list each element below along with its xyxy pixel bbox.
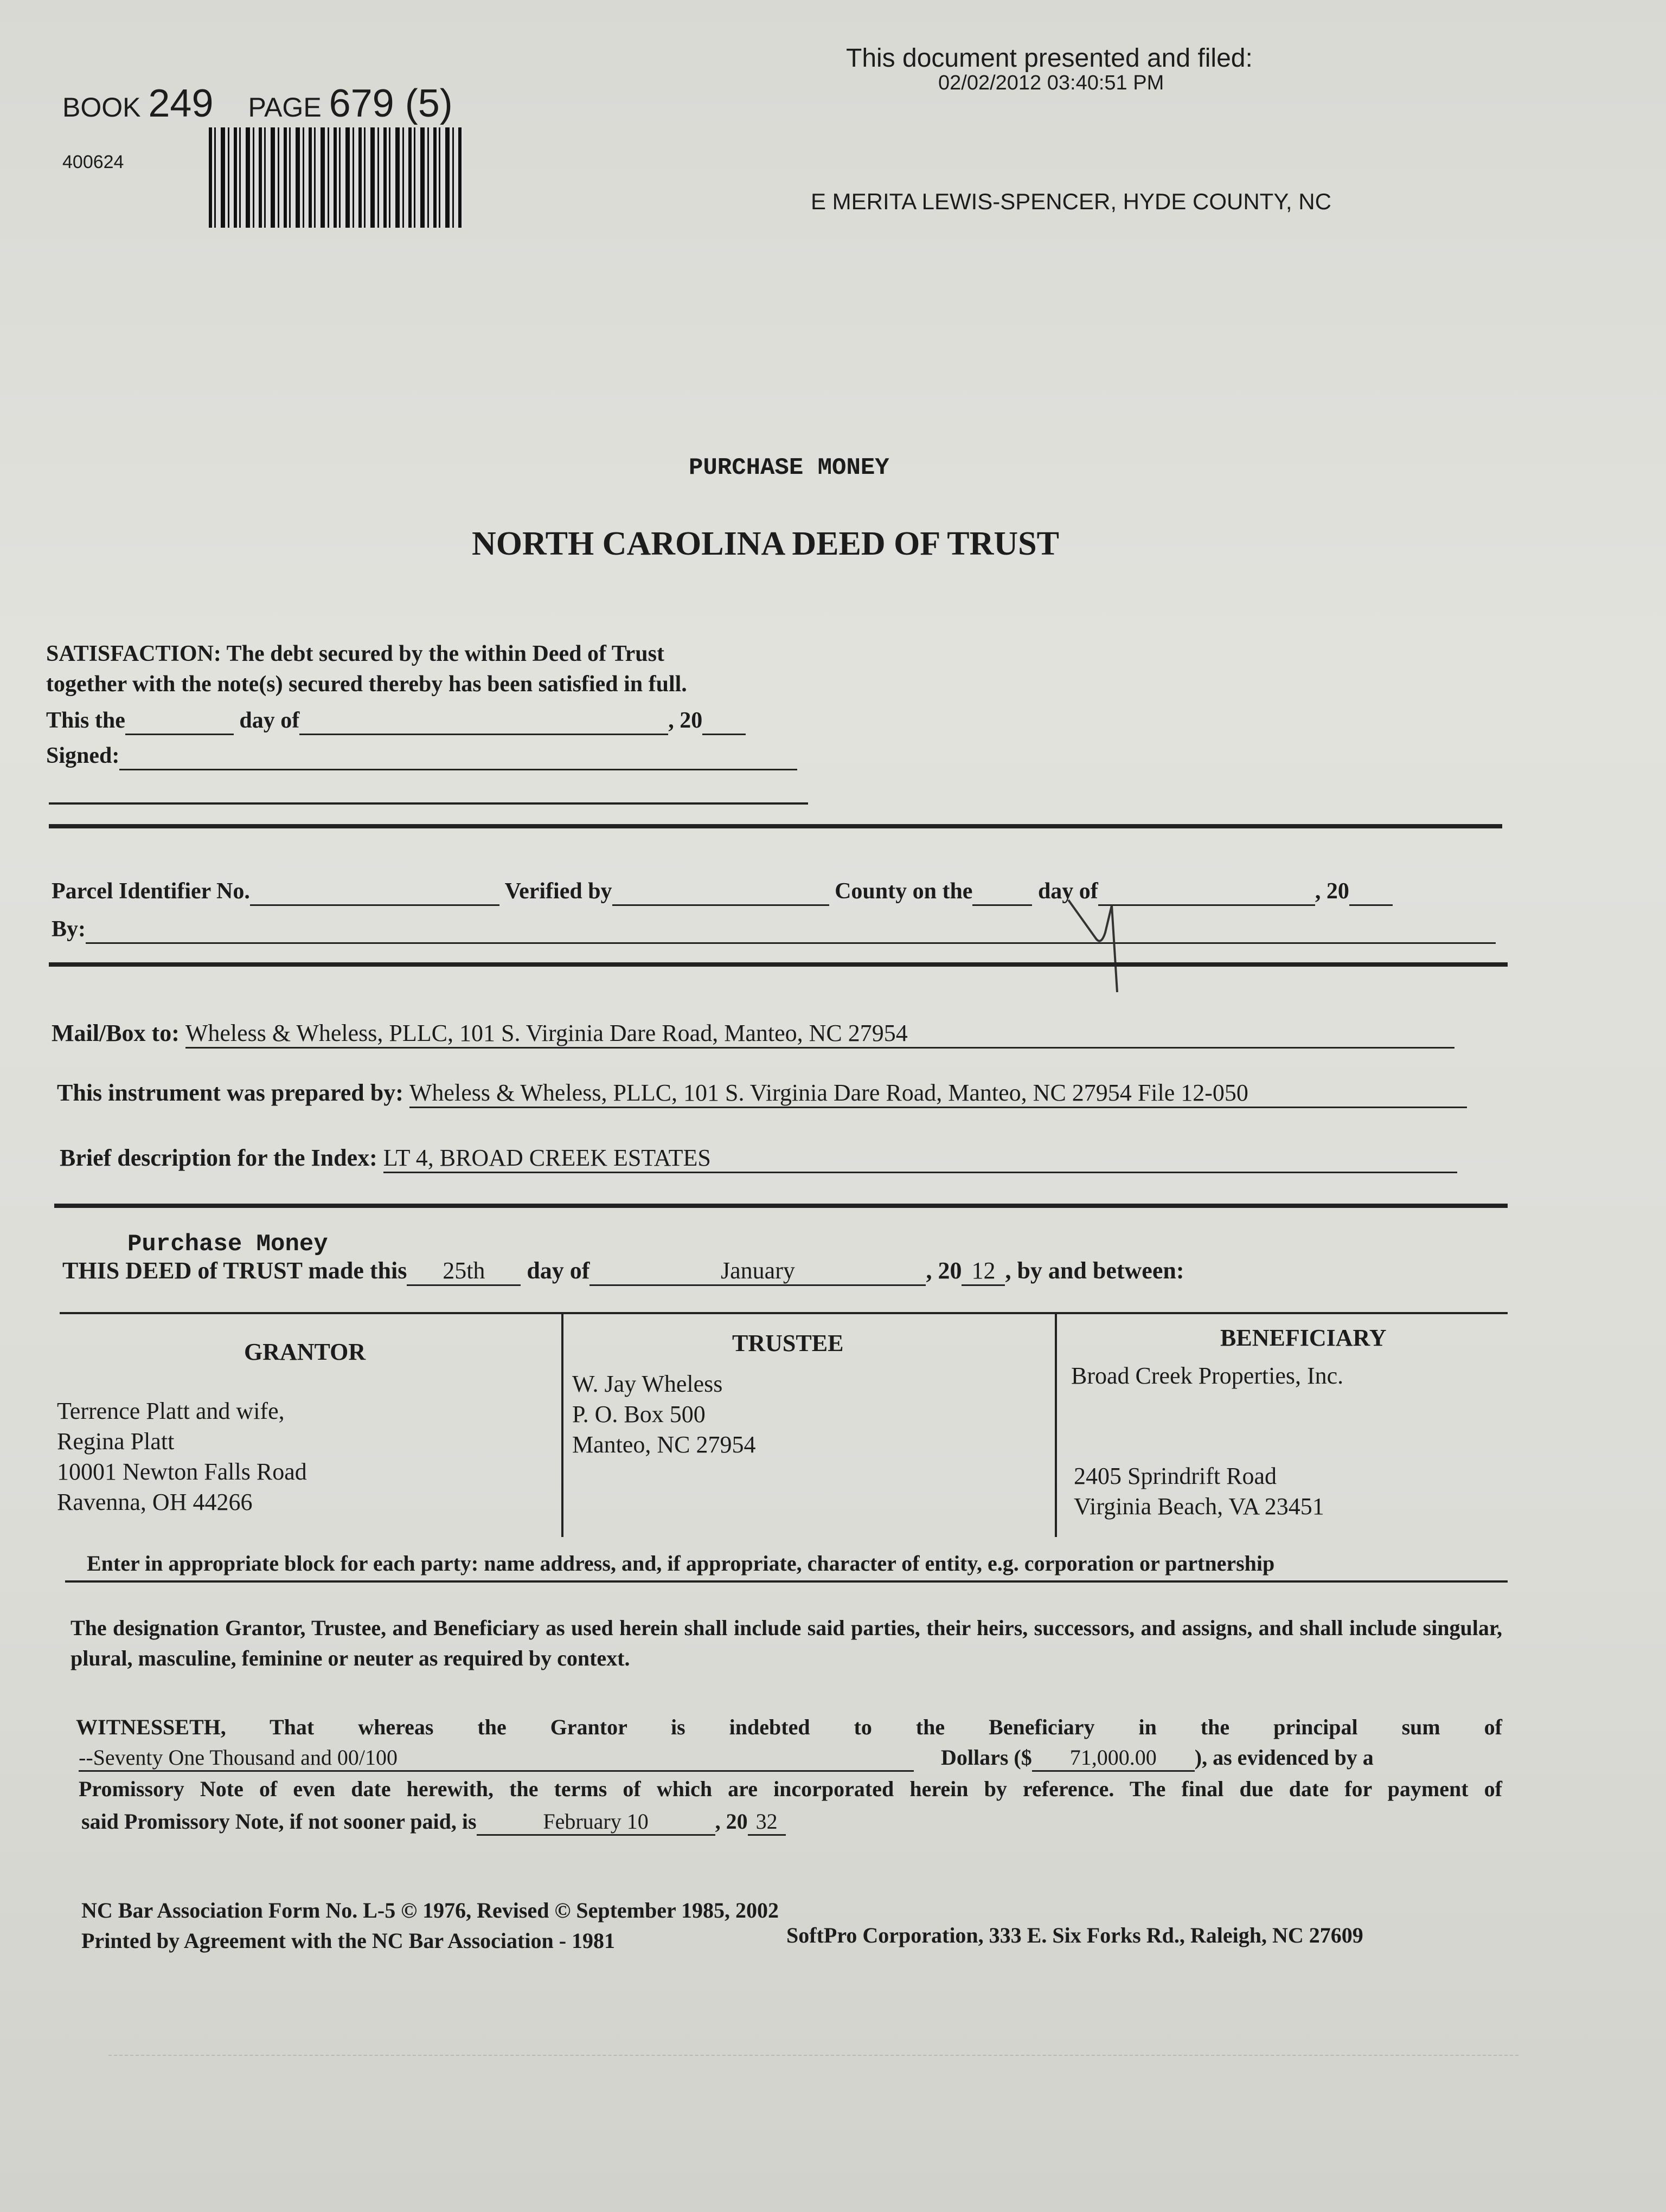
divider [54,1204,1508,1208]
prepared-by-value[interactable]: Wheless & Wheless, PLLC, 101 S. Virginia Dare Road, Manteo, NC 27954 File 12-050 [409,1079,1467,1108]
county-year-field[interactable] [1349,878,1393,906]
verification-line [52,878,1393,906]
amount-numeric[interactable]: 71,000.00 [1032,1745,1195,1772]
grantor-line: Regina Platt [57,1428,175,1455]
form-notice: NC Bar Association Form No. L-5 © 1976, Revised © September 1985, 2002 [81,1898,779,1922]
satisfaction-date-line [46,708,746,735]
prepared-by-label: This instrument was prepared by: [57,1079,403,1106]
page-number: 679 (5) [329,82,453,125]
index-line [60,1144,1457,1173]
due-date-value[interactable]: February 10 [477,1809,715,1836]
satisfaction-line-1: SATISFACTION: The debt secured by the within Deed of Trust [46,641,664,666]
signed-line [46,743,797,770]
beneficiary-address-line: Virginia Beach, VA 23451 [1074,1493,1324,1520]
divider [49,962,1508,967]
by-label: By: [52,917,86,942]
filed-datetime: 02/02/2012 03:40:51 PM [938,72,1164,94]
index-value[interactable]: LT 4, BROAD CREEK ESTATES [383,1144,1457,1173]
column-divider [561,1312,563,1537]
county-month-field[interactable] [1098,878,1315,906]
witnesseth-line-3: Promissory Note of even date herewith, the terms of which are incorporated herein by reference. The final due date for payment of [79,1777,1502,1801]
book-page-reference [62,81,453,126]
parcel-id-field[interactable] [250,878,499,906]
county-label: County on the [835,879,973,904]
grantor-block [57,1396,307,1517]
deed-year-value[interactable]: 12 [962,1257,1005,1286]
designation-paragraph: The designation Grantor, Trustee, and Beneficiary as used herein shall include said parties, their heirs, successors, and assigns, and shall include singular, plural, masculine, feminine or neuter as required by context. [71,1616,1502,1670]
verified-by-field[interactable] [612,878,829,906]
beneficiary-header: BENEFICIARY [1220,1324,1387,1351]
page-label: PAGE [248,92,322,123]
purchase-money-stamp-2: Purchase Money [127,1231,328,1258]
dollars-label: Dollars ($ [941,1745,1032,1770]
satisfaction-month-field[interactable] [299,708,668,735]
satisfaction-year-field[interactable] [702,708,746,735]
by-field[interactable] [86,916,1496,944]
grantor-header: GRANTOR [244,1339,366,1365]
day-of-label: day of [527,1257,590,1284]
document-id: 400624 [62,152,124,172]
this-the-label: This the [46,708,125,733]
due-date-label: said Promissory Note, if not sooner paid, is [81,1809,477,1834]
book-label: BOOK [62,92,141,123]
grantor-line: 10001 Newton Falls Road [57,1458,307,1485]
beneficiary-address-line: 2405 Sprindrift Road [1074,1463,1277,1489]
divider [65,1580,1508,1583]
beneficiary-name: Broad Creek Properties, Inc. [1071,1362,1344,1389]
mail-to-line [52,1019,1454,1049]
beneficiary-address [1074,1461,1324,1522]
printed-by-notice: Printed by Agreement with the NC Bar Association - 1981 [81,1928,616,1953]
deed-month-value[interactable]: January [589,1257,926,1286]
grantor-line: Terrence Platt and wife, [57,1398,285,1424]
amount-in-words[interactable]: --Seventy One Thousand and 00/100 [79,1745,914,1772]
column-divider [1055,1312,1057,1537]
faint-bleed-line [108,2055,1518,2056]
satisfaction-line-2: together with the note(s) secured thereby has been satisfied in full. [46,672,687,697]
page-title: NORTH CAROLINA DEED OF TRUST [472,525,1060,562]
evidenced-text: ), as evidenced by a [1194,1745,1374,1770]
witnesseth-line-1: WITNESSETH, That whereas the Grantor is indebted to the Beneficiary in the principal sum of [76,1715,1502,1739]
made-this-label: THIS DEED of TRUST made this [62,1257,407,1284]
trustee-block [572,1369,756,1460]
mail-to-value[interactable]: Wheless & Wheless, PLLC, 101 S. Virginia Dare Road, Manteo, NC 27954 [185,1019,1454,1049]
by-and-between: , by and between: [1005,1257,1184,1284]
prepared-by-line [57,1079,1467,1108]
barcode [209,127,464,228]
witnesseth-line-4 [81,1809,786,1836]
due-year-value[interactable]: 32 [748,1809,786,1836]
witnesseth-line-2 [79,1745,1374,1772]
year-prefix: , 20 [926,1257,962,1284]
softpro-notice: SoftPro Corporation, 333 E. Six Forks Rd., Raleigh, NC 27609 [786,1923,1363,1947]
by-line [52,916,1496,944]
register-of-deeds: E MERITA LEWIS-SPENCER, HYDE COUNTY, NC [811,189,1331,214]
divider [49,824,1502,828]
year-prefix: , 20 [668,708,703,733]
due-year-prefix: , 20 [715,1809,748,1834]
pen-mark [1063,878,1128,998]
grantor-line: Ravenna, OH 44266 [57,1489,253,1515]
signed-field[interactable] [119,743,797,770]
day-of-label: day of [239,708,300,733]
year-prefix: , 20 [1315,879,1349,904]
county-day-field[interactable] [972,878,1032,906]
book-number: 249 [148,82,214,125]
trustee-line: Manteo, NC 27954 [572,1431,756,1458]
filed-label: This document presented and filed: [846,44,1253,73]
purchase-money-stamp: PURCHASE MONEY [689,454,889,481]
deed-date-line [62,1257,1184,1286]
divider [60,1312,1508,1314]
signed-label: Signed: [46,743,120,768]
deed-day-value[interactable]: 25th [407,1257,521,1286]
satisfaction-day-field[interactable] [125,708,234,735]
trustee-header: TRUSTEE [732,1330,844,1356]
trustee-line: P. O. Box 500 [572,1401,706,1427]
day-of-label: day of [1037,879,1098,904]
index-label: Brief description for the Index: [60,1144,377,1171]
divider [49,802,808,805]
verified-by-label: Verified by [504,879,612,904]
mail-to-label: Mail/Box to: [52,1020,180,1046]
trustee-line: W. Jay Wheless [572,1371,723,1397]
parcel-id-label: Parcel Identifier No. [52,879,250,904]
party-instruction: Enter in appropriate block for each party: name address, and, if appropriate, character of entity, e.g. corporation or partnership [87,1551,1275,1576]
